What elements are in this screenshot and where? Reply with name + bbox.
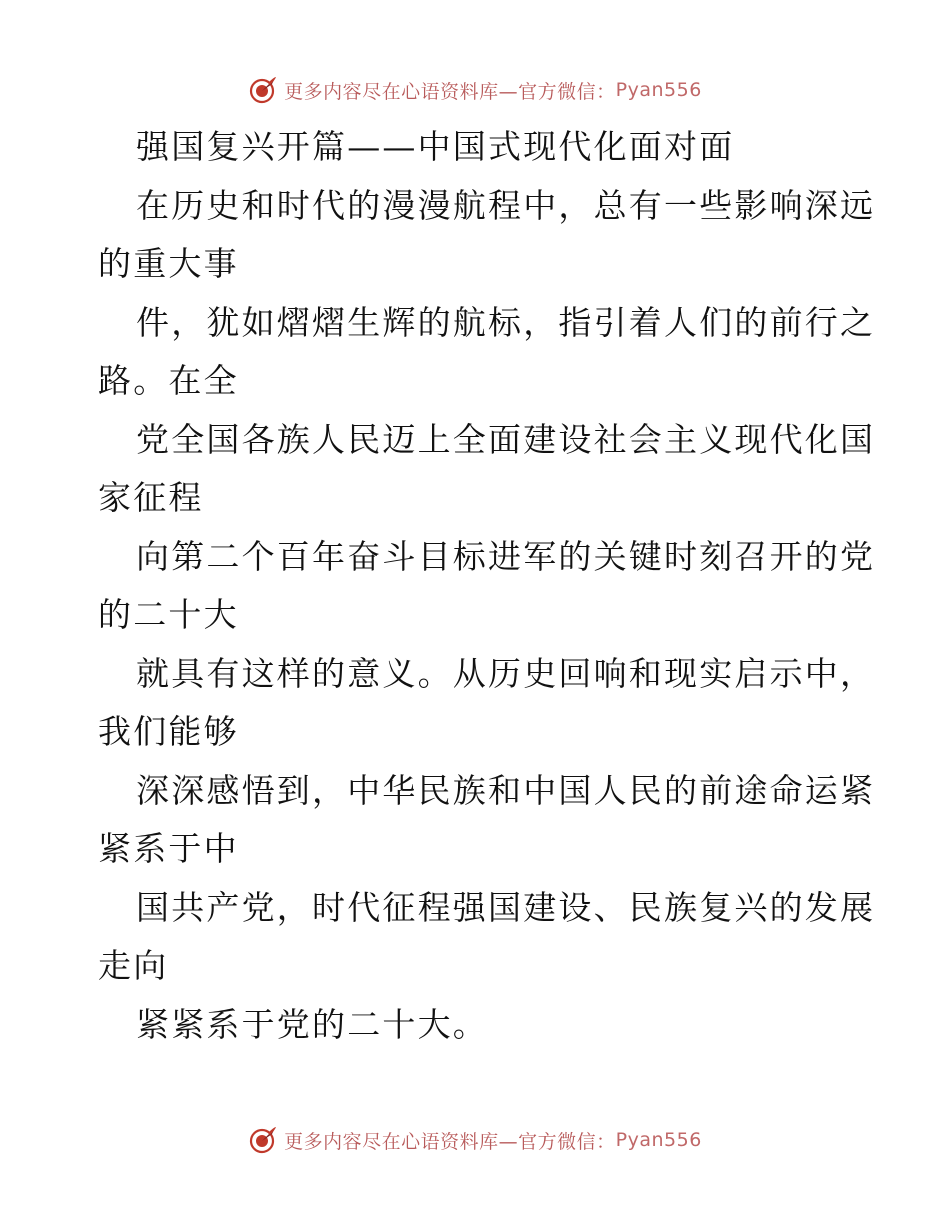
header-banner-account: Pyan556 <box>615 79 702 101</box>
paragraph-line: 国共产党，时代征程强国建设、民族复兴的发展 <box>136 887 876 927</box>
paragraph-line: 的重大事 <box>98 244 239 283</box>
paragraph-line: 在历史和时代的漫漫航程中，总有一些影响深远 <box>136 185 876 225</box>
paragraph-line: 向第二个百年奋斗目标进军的关键时刻召开的党 <box>136 536 876 576</box>
paragraph-line: 件，犹如熠熠生辉的航标，指引着人们的前行之 <box>136 302 876 342</box>
footer-banner-text: 更多内容尽在心语资料库—官方微信： <box>284 1130 616 1153</box>
paragraph-line: 走向 <box>98 946 169 985</box>
quill-pen-logo-icon <box>248 1125 278 1155</box>
quill-pen-logo-icon <box>248 75 278 105</box>
footer-banner <box>0 1120 950 1160</box>
paragraph-line: 的二十大 <box>98 595 239 634</box>
paragraph-line: 就具有这样的意义。从历史回响和现实启示中， <box>136 653 876 693</box>
paragraph-line: 深深感悟到，中华民族和中国人民的前途命运紧 <box>136 770 876 810</box>
header-banner <box>0 70 950 110</box>
paragraph-line: 紧紧系于党的二十大。 <box>136 1004 488 1044</box>
paragraph-line: 路。在全 <box>98 361 239 400</box>
paragraph-line: 党全国各族人民迈上全面建设社会主义现代化国 <box>136 419 876 459</box>
paragraph-line: 家征程 <box>98 478 204 517</box>
footer-banner-account: Pyan556 <box>615 1129 702 1151</box>
document-body <box>98 118 876 1054</box>
paragraph-line: 我们能够 <box>98 712 239 751</box>
paragraph-line: 紧系于中 <box>98 829 239 868</box>
document-title: 强国复兴开篇——中国式现代化面对面 <box>136 127 735 166</box>
header-banner-text: 更多内容尽在心语资料库—官方微信： <box>284 80 616 103</box>
